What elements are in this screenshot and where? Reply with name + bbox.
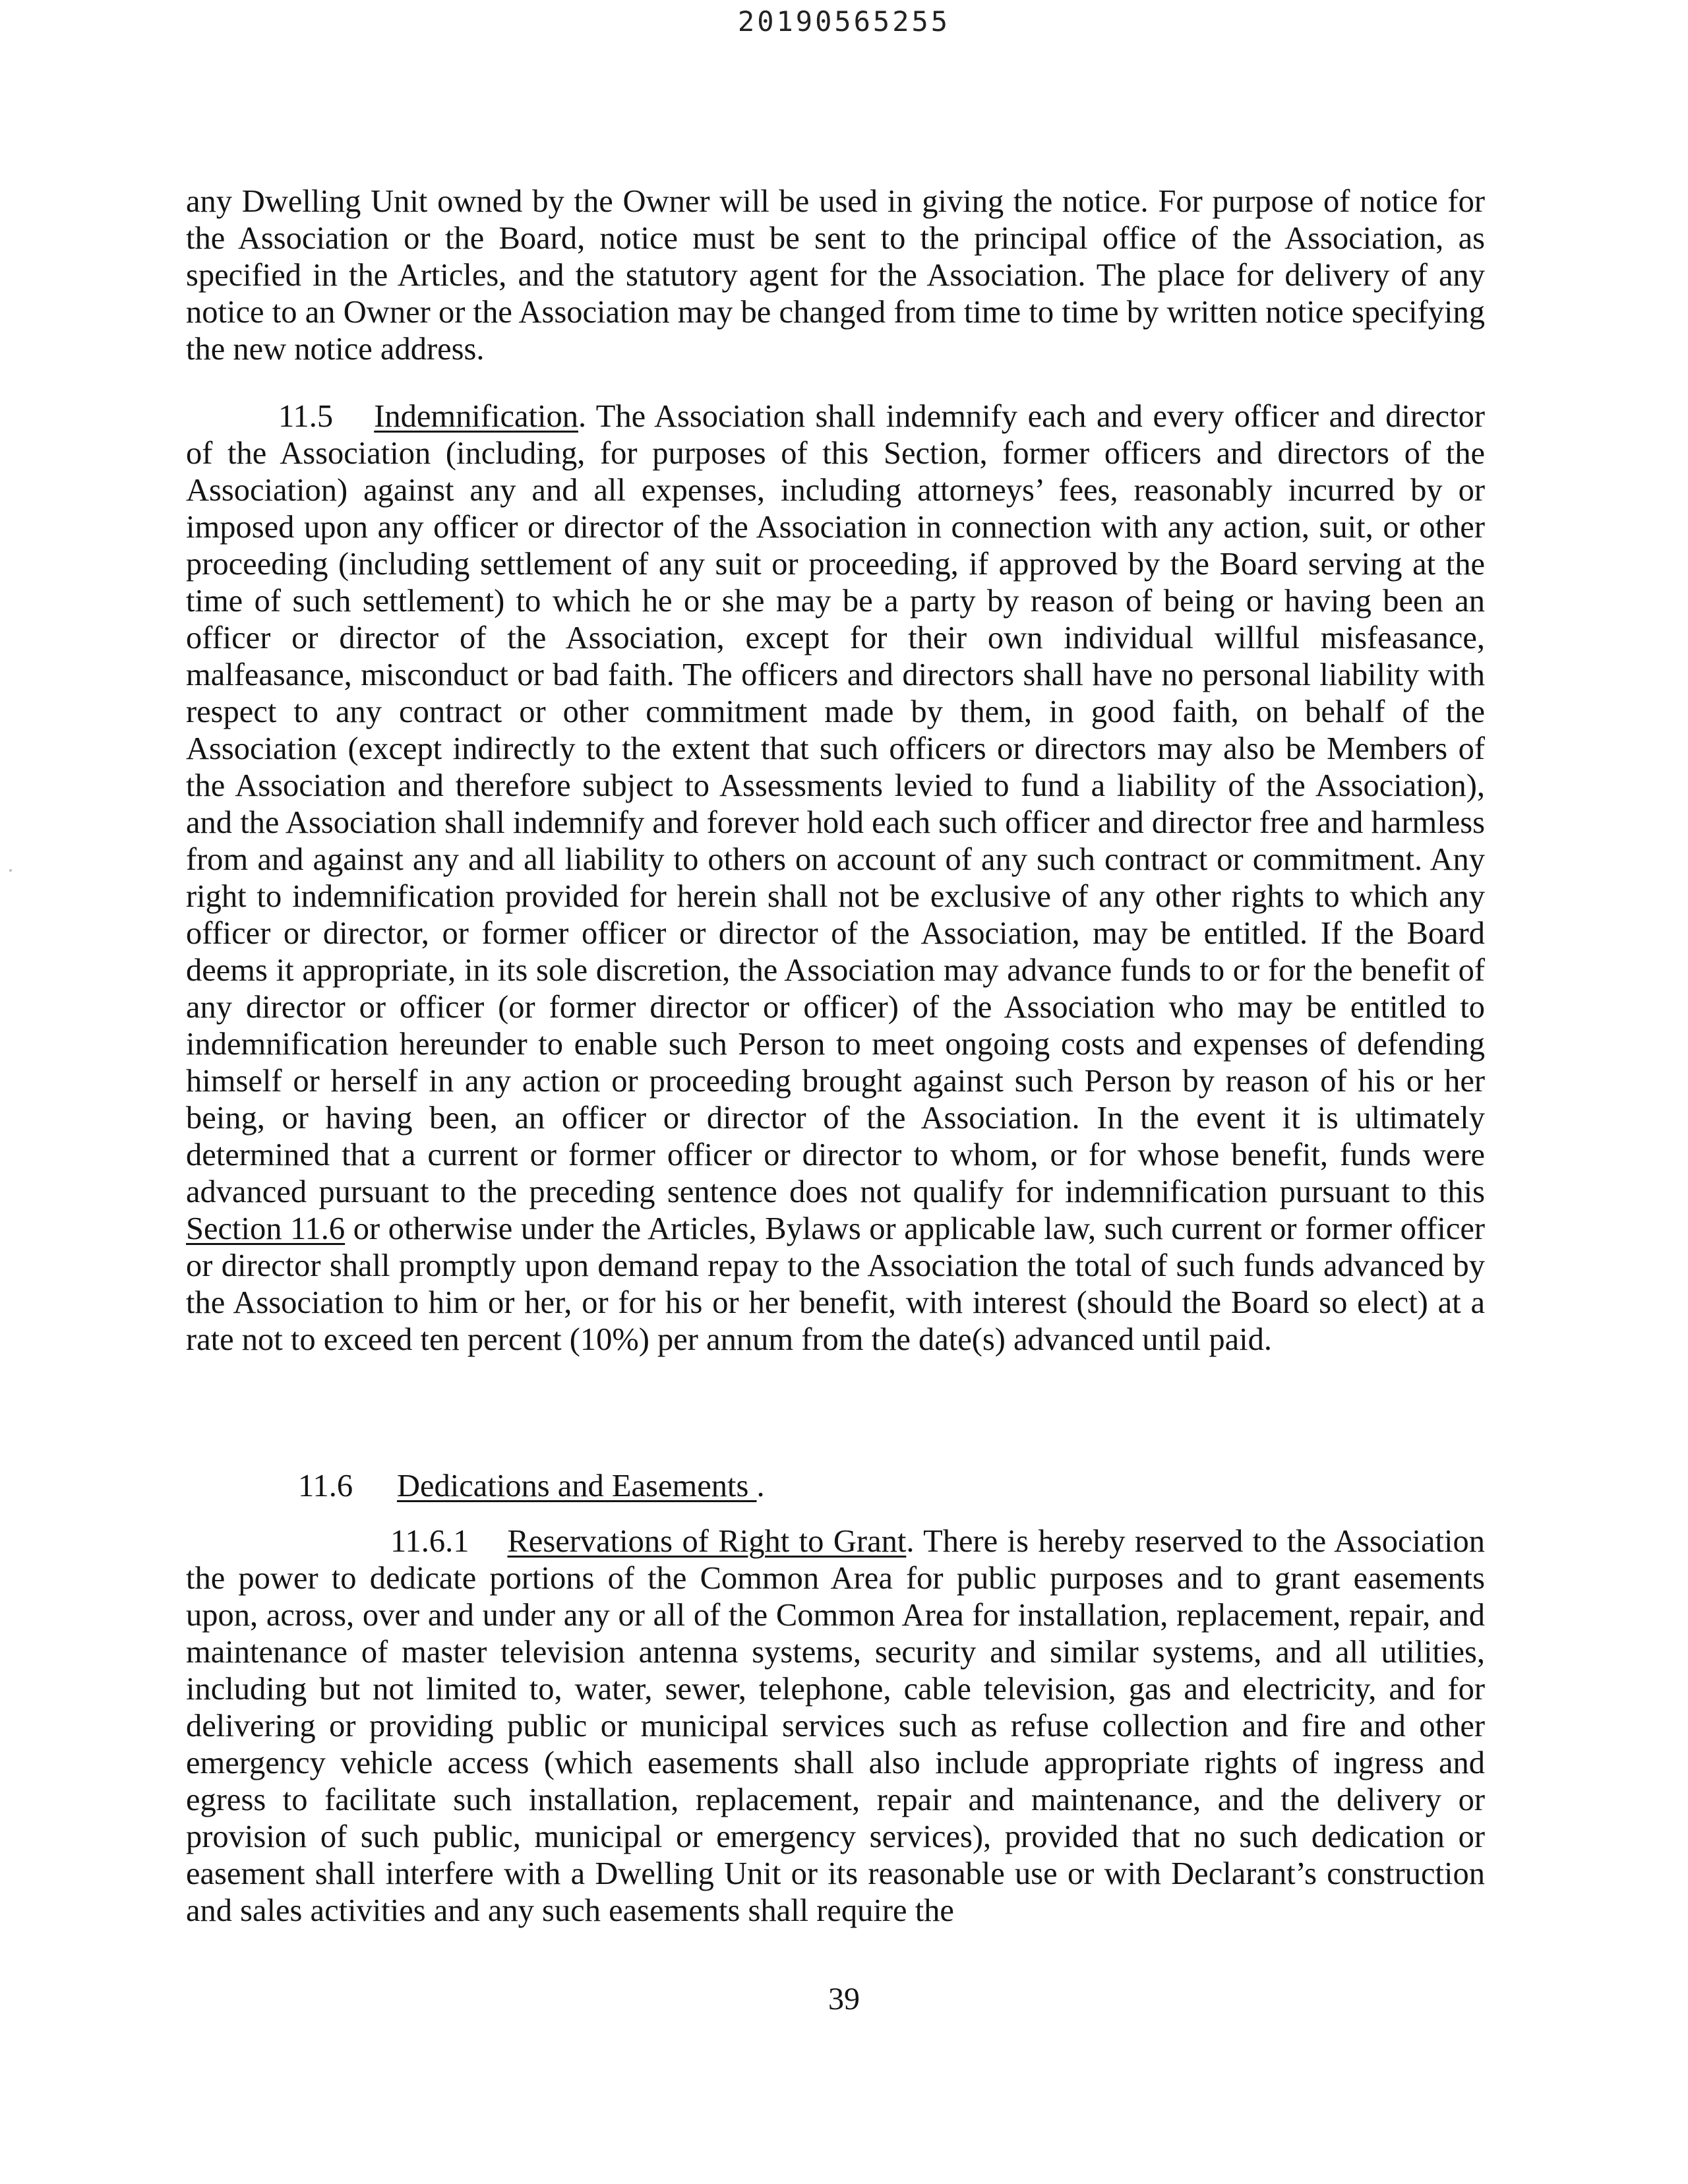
section-11-6-number: 11.6 (298, 1469, 353, 1503)
section-11-5-number: 11.5 (278, 399, 334, 434)
section-11-6-1-text: . There is hereby reserved to the Association the power to dedicate portions of the Common Area for public purposes and to grant easements upon, across, over and under any or all of the Common Area for installation, replacement, repair, and maintenance of master television antenna systems, security and similar systems, and all utilities, including but not limited to, water, sewer, telephone, cable television, gas and electricity, and for delivering or providing public or municipal services such as refuse collection and fire and other emergency vehicle access (which easements shall also include appropriate rights of ingress and egress to facilitate such installation, replacement, repair and maintenance, and the delivery or provision of such public, municipal or emergency services), provided that no such dedication or easement shall interfere with a Dwelling Unit or its reasonable use or with Declarant’s construction and sales activities and any such easements shall require the (186, 1524, 1485, 1928)
page-number: 39 (828, 1982, 860, 2017)
section-11-5-text-part1: . The Association shall indemnify each and every officer and director of the Association (including, for purposes of this Section, former officers and directors of the Association) against any and all expenses, including attorneys’ fees, reasonably incurred by or imposed upon any officer or director of the Association in connection with any action, suit, or other proceeding (including settlement of any suit or proceeding, if approved by the Board serving at the time of such settlement) to which he or she may be a party by reason of being or having been an officer or director of the Association, except for their own individual willful misfeasance, malfeasance, misconduct or bad faith. The officers and directors shall have no personal liability with respect to any contract or other commitment made by them, in good faith, on behalf of the Association (except indirectly to the extent that such officers or directors may also be Members of the Association and therefore subject to Assessments levied to fund a liability of the Association), and the Association shall indemnify and forever hold each such officer and director free and harmless from and against any and all liability to others on account of any such contract or commitment. Any right to indemnification provided for herein shall not be exclusive of any other rights to which any officer or director, or former officer or director of the Association, may be entitled. If the Board deems it appropriate, in its sole discretion, the Association may advance funds to or for the benefit of any director or officer (or former director or officer) of the Association who may be entitled to indemnification hereunder to enable such Person to meet ongoing costs and expenses of defending himself or herself in any action or proceeding brought against such Person by reason of his or her being, or having been, an officer or director of the Association. In the event it is ultimately determined that a current or former officer or director to whom, or for whose benefit, funds were advanced pursuant to the preceding sentence does not qualify for indemnification pursuant to this (186, 399, 1485, 1209)
section-11-5-title: Indemnification (374, 399, 578, 434)
section-11-6-title: Dedications and Easements (397, 1469, 757, 1503)
scan-speck (9, 869, 12, 872)
section-11-5-paragraph (186, 398, 1485, 1358)
document-number: 20190565255 (737, 5, 951, 38)
section-11-6-1-paragraph (186, 1523, 1485, 1929)
section-11-6-reference: Section 11.6 (186, 1211, 346, 1246)
section-11-6-1-number: 11.6.1 (390, 1524, 469, 1559)
section-11-6-heading (298, 1468, 765, 1505)
section-11-6-1-title: Reservations of Right to Grant (507, 1524, 907, 1559)
notice-paragraph: any Dwelling Unit owned by the Owner will be used in giving the notice. For purpose of notice for the Association or the Board, notice must be sent to the principal office of the Association, as specified in the Articles, and the statutory agent for the Association. The place for delivery of any notice to an Owner or the Association may be changed from time to time by written notice specifying the new notice address. (186, 184, 1485, 367)
section-11-5-text-part2: or otherwise under the Articles, Bylaws or applicable law, such current or former officer or director shall promptly upon demand repay to the Association the total of such funds advanced by the Association to him or her, or for his or her benefit, with interest (should the Board so elect) at a rate not to exceed ten percent (10%) per annum from the date(s) advanced until paid. (186, 1211, 1485, 1357)
section-11-6-title-period: . (756, 1469, 765, 1503)
